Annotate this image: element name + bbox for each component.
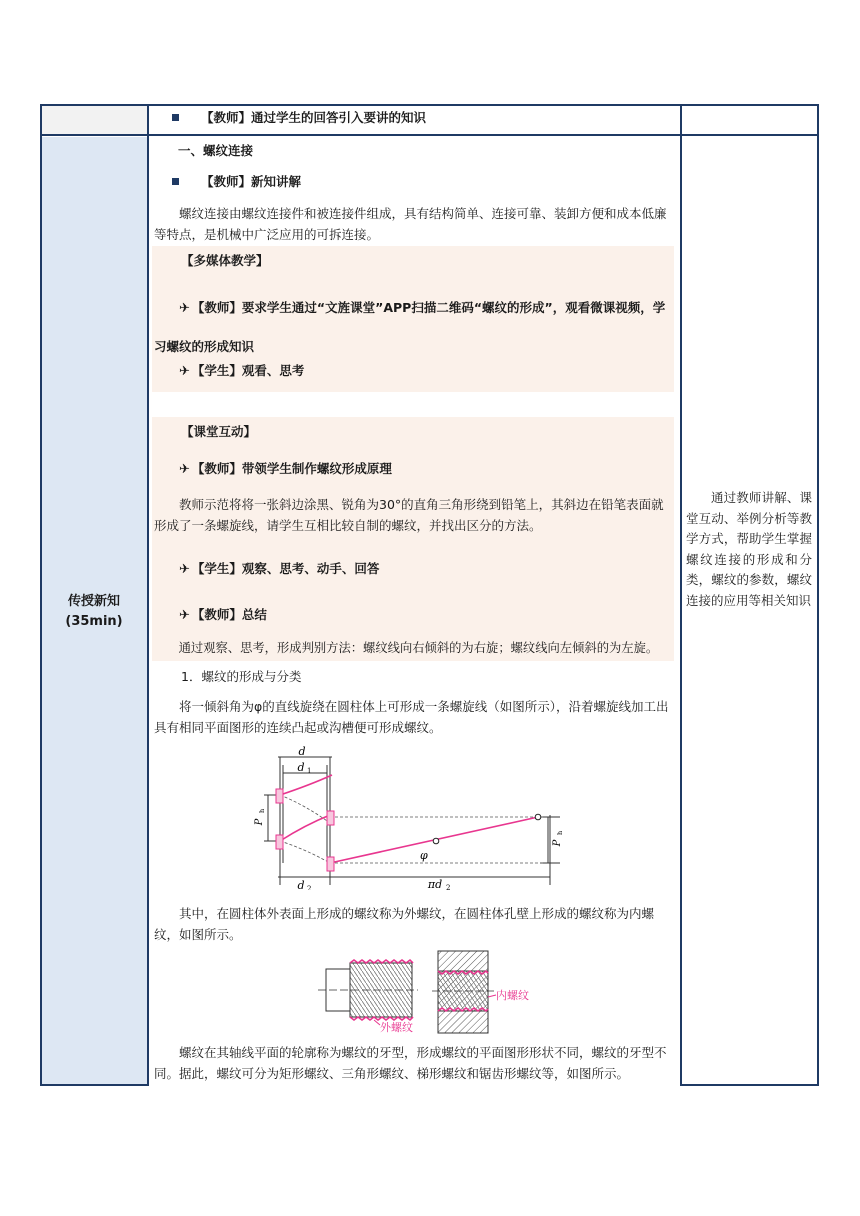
- label-pid2: πd: [427, 878, 443, 890]
- label-ph-right: P: [552, 839, 563, 847]
- label-d1-sub: 1: [307, 767, 312, 775]
- label-pid2-sub: 2: [446, 884, 451, 890]
- label-inner-thread: 内螺纹: [496, 989, 529, 1002]
- table-border-top: [40, 104, 819, 106]
- square-bullet-icon: [172, 178, 179, 185]
- airplane-icon: ✈: [179, 301, 190, 316]
- teacher-new-knowledge: 【教师】新知讲解: [172, 171, 692, 192]
- label-d1: d: [297, 761, 305, 774]
- interaction-teacher: ✈ 【教师】带领学生制作螺纹形成原理: [179, 461, 392, 477]
- interaction-paragraph: 教师示范将将一张斜边涂黑、锐角为30°的直角三角形绕到铅笔上，其斜边在铅笔表面就形成了一条螺旋线，请学生互相比较自制的螺纹，并找出区分的方法。: [154, 497, 664, 533]
- label-d2-sub: 2: [307, 885, 312, 890]
- label-ph-left-sub: h: [258, 808, 266, 813]
- airplane-icon: ✈: [179, 608, 190, 623]
- table-border-right: [817, 104, 819, 1086]
- interaction-conclusion: 通过观察、思考，形成判别方法：螺纹线向右倾斜的为右旋；螺纹线向左倾斜的为左旋。: [178, 641, 659, 655]
- external-internal-thread-figure: [318, 947, 548, 1037]
- airplane-icon: ✈: [179, 562, 190, 577]
- helix-formation-figure: [250, 745, 570, 890]
- table-border-bottom-left: [40, 1084, 148, 1086]
- table-border-row: [40, 134, 819, 136]
- interaction-student: ✈ 【学生】观察、思考、动手、回答: [179, 561, 380, 577]
- label-ph-left: P: [254, 818, 265, 826]
- section-left-label: 传授新知 (35min): [65, 594, 123, 629]
- multimedia-title: 【多媒体教学】: [181, 253, 269, 268]
- paragraph-helix: 将一倾斜角为φ的直线旋绕在圆柱体上可形成一条螺旋线（如图所示），沿着螺旋线加工出具有相同平面图形的连续凸起或沟槽便可形成螺纹。: [154, 699, 669, 735]
- subheading-formation: 1．螺纹的形成与分类: [181, 669, 302, 684]
- paragraph-external-internal: 其中，在圆柱体外表面上形成的螺纹称为外螺纹，在圆柱体孔壁上形成的螺纹称为内螺纹，如图所示。: [154, 906, 655, 942]
- header-row-text: 【教师】通过学生的回答引入要讲的知识: [172, 107, 692, 128]
- header-left-cell: [41, 104, 147, 135]
- table-border-bottom-right: [680, 1084, 819, 1086]
- interaction-summary: ✈ 【教师】总结: [179, 607, 267, 623]
- multimedia-student: ✈ 【学生】观看、思考: [179, 363, 305, 379]
- multimedia-teacher: ✈ 【教师】要求学生通过“文旌课堂”APP扫描二维码“螺纹的形成”，观看微课视频，学习螺纹的形成知识: [154, 300, 666, 354]
- label-phi: φ: [420, 849, 428, 862]
- paragraph-intro: 螺纹连接由螺纹连接件和被连接件组成，具有结构简单、连接可靠、装卸方便和成本低廉等特点，是机械中广泛应用的可拆连接。: [154, 206, 667, 242]
- label-d2: d: [297, 879, 305, 890]
- section-right-note: 通过教师讲解、课堂互动、举例分析等教学方式，帮助学生掌握螺纹连接的形成和分类，螺纹的参数，螺纹连接的应用等相关知识: [686, 490, 812, 608]
- heading-screw-connection: 一、螺纹连接: [178, 143, 254, 158]
- square-bullet-icon: [172, 114, 179, 121]
- label-d: d: [298, 745, 306, 758]
- interaction-title: 【课堂互动】: [181, 424, 257, 439]
- label-ph-right-sub: h: [556, 830, 564, 835]
- airplane-icon: ✈: [179, 462, 190, 477]
- airplane-icon: ✈: [179, 364, 190, 379]
- label-outer-thread: 外螺纹: [380, 1021, 413, 1034]
- paragraph-thread-profile: 螺纹在其轴线平面的轮廓称为螺纹的牙型，形成螺纹的平面图形形状不同，螺纹的牙型不同。据此，螺纹可分为矩形螺纹、三角形螺纹、梯形螺纹和锯齿形螺纹等，如图所示。: [154, 1045, 667, 1081]
